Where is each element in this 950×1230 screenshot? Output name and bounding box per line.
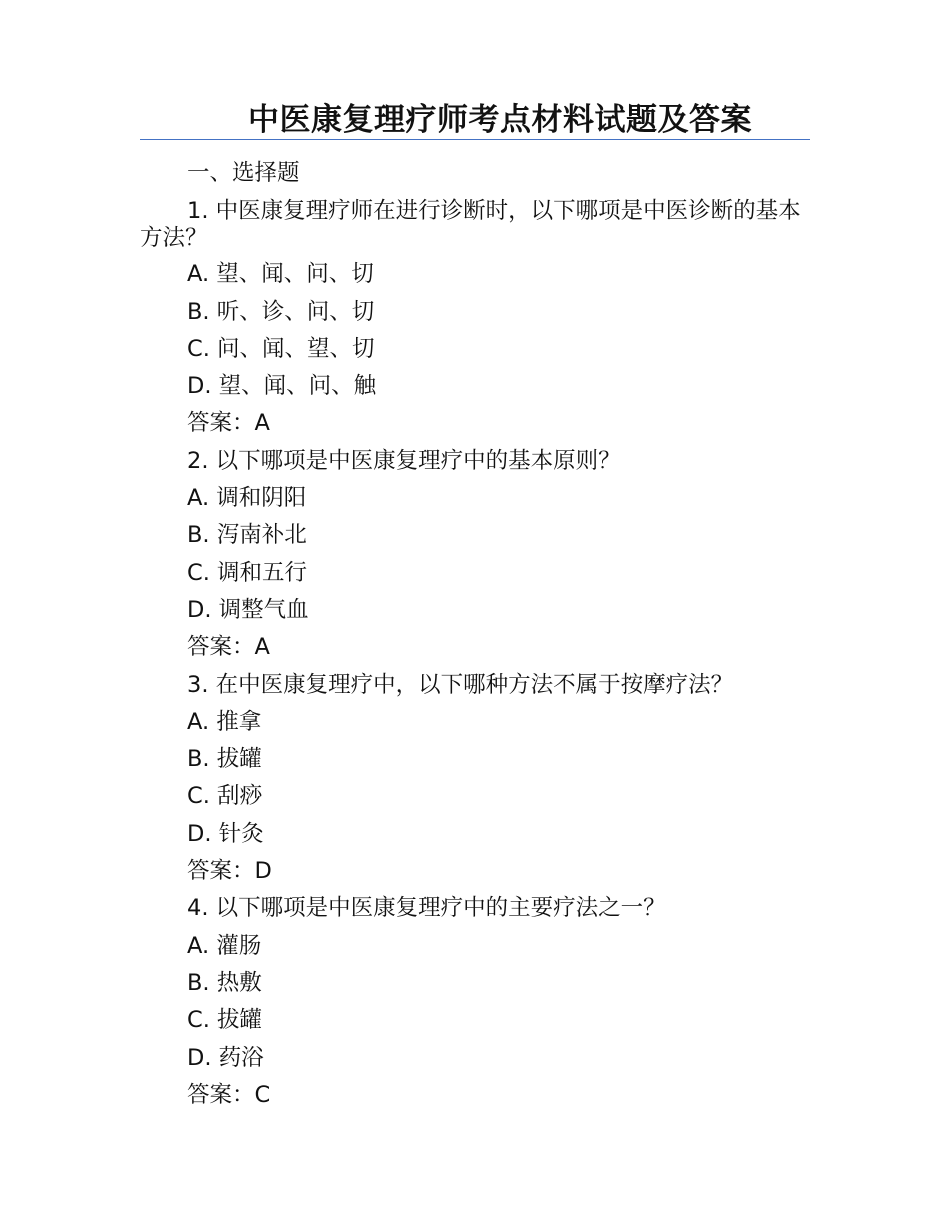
option-item: B. 热敷	[187, 969, 262, 996]
answer-line: 答案：D	[187, 858, 272, 885]
question-text: 4. 以下哪项是中医康复理疗中的主要疗法之一？	[187, 895, 666, 922]
option-item: D. 望、闻、问、触	[187, 373, 377, 400]
question-text: 1. 中医康复理疗师在进行诊断时，以下哪项是中医诊断的基本方法？	[140, 198, 801, 252]
option-item: C. 问、闻、望、切	[187, 335, 375, 362]
document-body	[140, 155, 810, 1114]
option-item: C. 调和五行	[187, 559, 308, 586]
option-item: B. 泻南补北	[187, 522, 307, 549]
option-item: B. 拔罐	[187, 746, 262, 773]
section-heading: 一、选择题	[187, 160, 300, 186]
document-title: 中医康复理疗师考点材料试题及答案	[248, 102, 752, 138]
answer-line: 答案：A	[187, 634, 270, 661]
answer-line: 答案：C	[187, 1081, 271, 1108]
option-item: A. 灌肠	[187, 932, 262, 959]
question-text: 3. 在中医康复理疗中，以下哪种方法不属于按摩疗法？	[187, 671, 734, 698]
option-item: C. 刮痧	[187, 783, 263, 810]
option-item: B. 听、诊、问、切	[187, 298, 375, 325]
option-item: A. 推拿	[187, 708, 262, 735]
question-text: 2. 以下哪项是中医康复理疗中的基本原则？	[187, 447, 621, 474]
option-item: D. 调整气血	[187, 596, 309, 623]
title-underline	[140, 139, 810, 140]
option-item: A. 望、闻、问、切	[187, 261, 374, 288]
option-item: A. 调和阴阳	[187, 485, 307, 512]
answer-line: 答案：A	[187, 410, 270, 437]
option-item: D. 药浴	[187, 1044, 264, 1071]
option-item: D. 针灸	[187, 820, 264, 847]
option-item: C. 拔罐	[187, 1007, 263, 1034]
